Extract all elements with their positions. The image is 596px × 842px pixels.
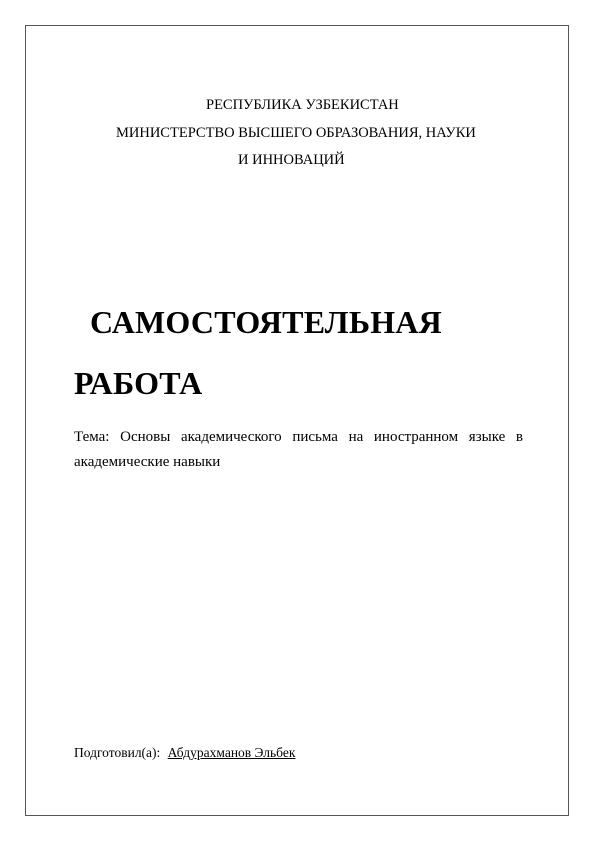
author-name: Абдурахманов Эльбек [167, 745, 296, 760]
page-border [25, 25, 569, 816]
theme-line2: академические навыки [74, 454, 221, 470]
header-ministry: МИНИСТЕРСТВО ВЫСШЕГО ОБРАЗОВАНИЯ, НАУКИ [116, 125, 476, 141]
prepared-by-label: Подготовил(а): [74, 745, 161, 760]
document-title-line1: САМОСТОЯТЕЛЬНАЯ [90, 304, 442, 340]
theme-paragraph [74, 425, 523, 475]
prepared-by [74, 745, 295, 761]
theme-line1: Тема: Основы академического письма на иностранном языке в [74, 429, 523, 445]
header-country: РЕСПУБЛИКА УЗБЕКИСТАН [206, 97, 399, 113]
header-ministry-cont: И ИННОВАЦИЙ [238, 152, 345, 168]
document-title-line2: РАБОТА [74, 365, 203, 401]
